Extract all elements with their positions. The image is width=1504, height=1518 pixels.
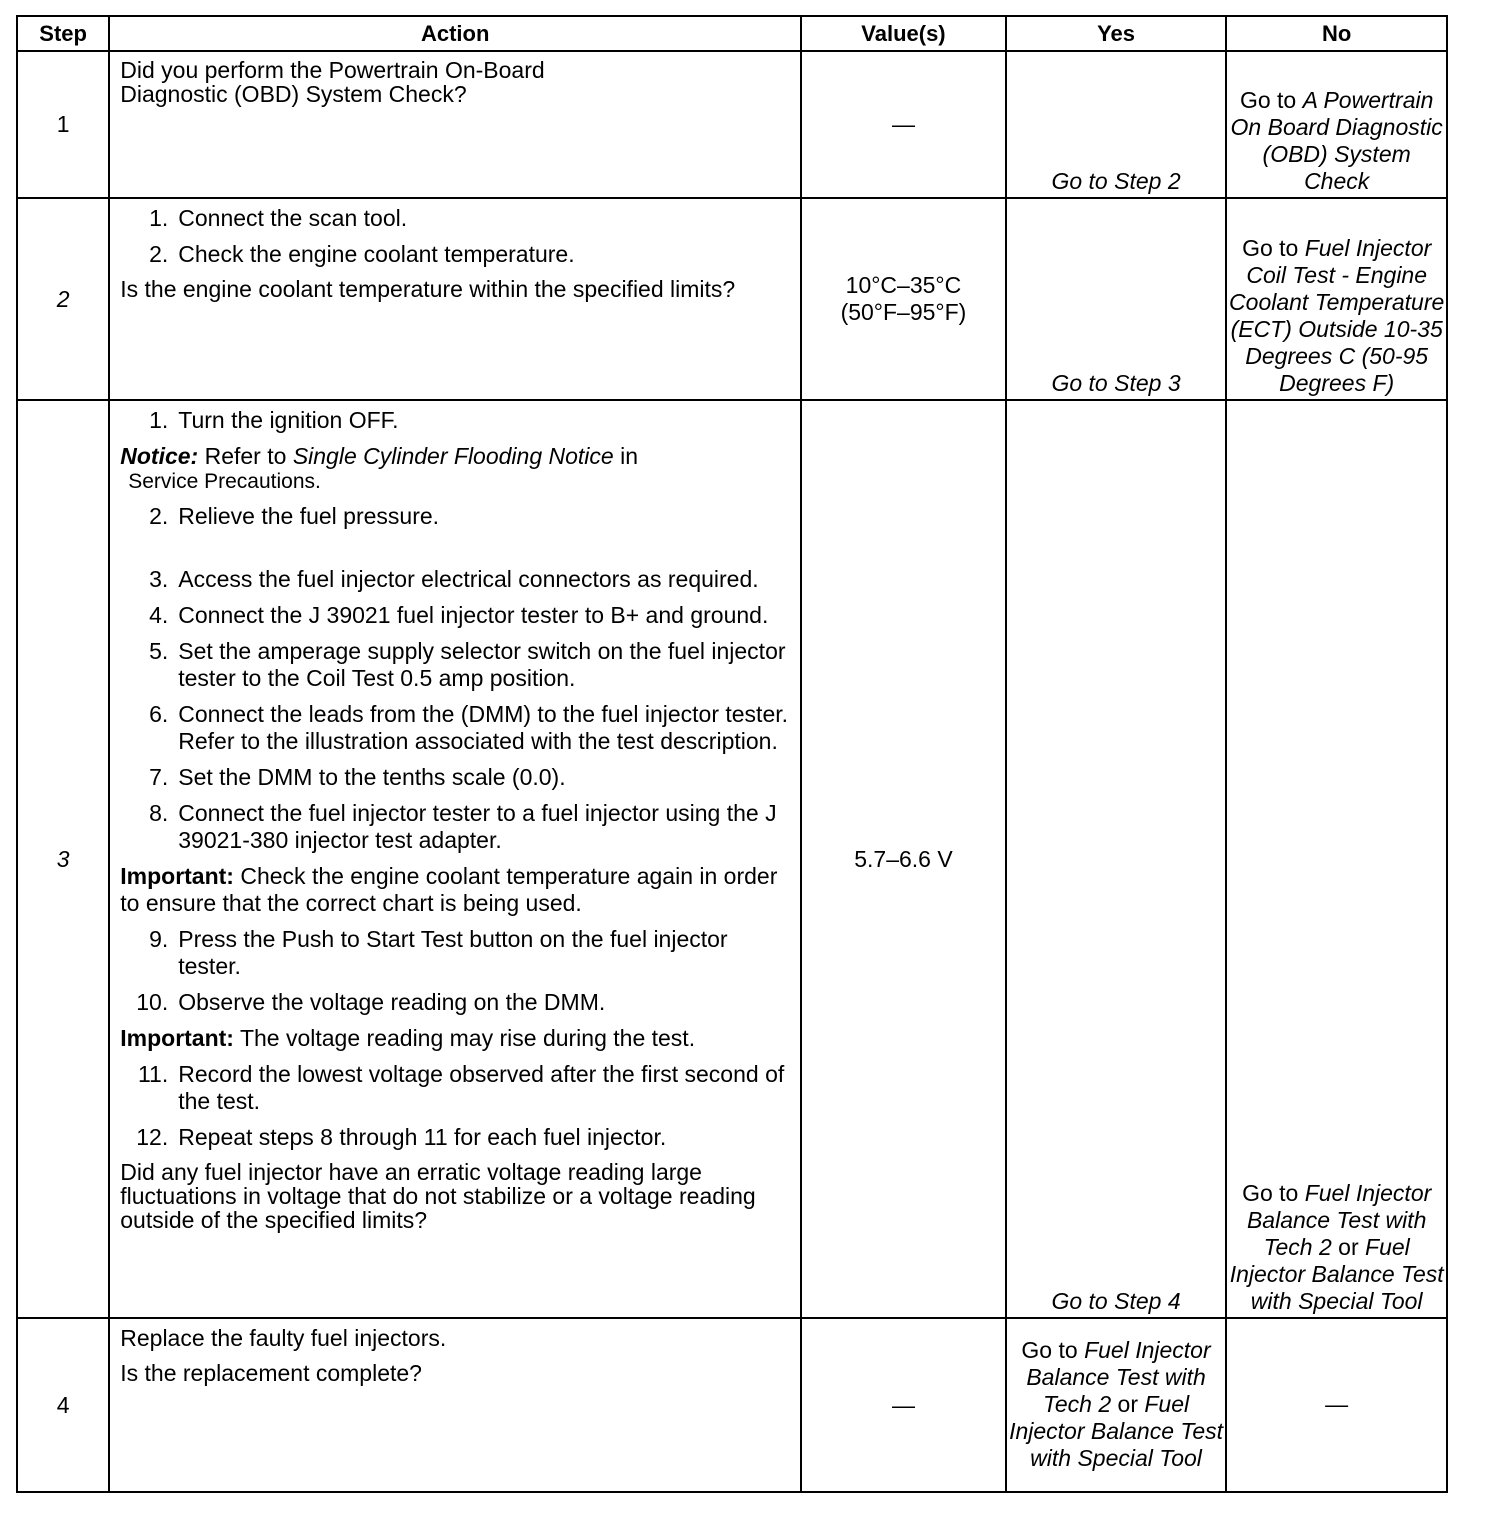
yes-link[interactable]: Fuel Injector Balance Test with Special Tool [1009,1390,1224,1471]
no-prefix: Go to [1242,235,1299,261]
header-action: Action [109,16,801,51]
no-link[interactable]: Fuel Injector Balance Test with Tech 2 [1246,1180,1432,1260]
table-row [17,1318,1447,1492]
list-item: 6. Connect the leads from the (DMM) to the fuel injector tester. Refer to the illustration associated with the test description. [149,701,789,754]
important-note: Important: The voltage reading may rise during the test. [120,1025,696,1051]
table-row [17,51,1447,198]
yes-prefix: Go to [1021,1336,1078,1363]
notice-subtext: Service Precautions. [128,470,321,493]
no-cell [1226,51,1447,198]
question-text: Did you perform the Powertrain On-Board Diagnostic (OBD) System Check? [120,57,545,107]
instruction-text: Replace the faulty fuel injectors. [120,1325,447,1351]
step-number: 3 [17,400,109,1318]
yes-or: or [1117,1390,1138,1417]
header-yes: Yes [1006,16,1227,51]
header-row [17,16,1447,51]
no-prefix: Go to [1242,1180,1299,1206]
header-no: No [1226,16,1447,51]
action-cell [109,400,801,1318]
step-number: 2 [17,198,109,400]
list-item: 1. Connect the scan tool. [149,205,408,231]
list-item: 3. Access the fuel injector electrical connectors as required. [149,566,759,592]
action-cell [109,198,801,400]
yes-link[interactable]: Go to Step 4 [1006,400,1227,1318]
no-or: or [1338,1234,1359,1260]
value-cell: — [801,1318,1006,1492]
list-item: 11. Record the lowest voltage observed after the first second of the test. [137,1061,785,1114]
list-item: 8. Connect the fuel injector tester to a fuel injector using the J 39021-380 injector test adapter. [149,800,777,853]
list-item: 5. Set the amperage supply selector switch on the fuel injector tester to the Coil Test 0.5 amp position. [149,638,786,691]
step-list [120,503,792,854]
header-values: Value(s) [801,16,1006,51]
question-text: Did any fuel injector have an erratic voltage reading large fluctuations in voltage that do not stabilize or a voltage reading outside of the specified limits? [120,1159,756,1233]
diagnostic-table [16,15,1448,1493]
table-row [17,400,1447,1318]
value-celsius: 10°C–35°C [845,272,962,298]
no-cell [1226,198,1447,400]
list-item: 9. Press the Push to Start Test button on the fuel injector tester. [149,926,728,979]
question-text: Is the engine coolant temperature within the specified limits? [120,276,736,302]
step-list [120,205,792,268]
header-step: Step [17,16,109,51]
question-text: Is the replacement complete? [120,1360,422,1386]
table-row [17,198,1447,400]
action-cell [109,1318,801,1492]
value-fahrenheit: (50°F–95°F) [840,299,967,325]
list-item: 2. Relieve the fuel pressure. [149,503,440,529]
value-cell: — [801,51,1006,198]
list-item: 12. Repeat steps 8 through 11 for each fuel injector. [136,1124,667,1150]
list-item: 4. Connect the J 39021 fuel injector tester to B+ and ground. [149,602,769,628]
no-link[interactable]: Fuel Injector Coil Test - Engine Coolant Temperature (ECT) Outside 10-35 Degrees C (50-95 Degrees F) [1229,235,1445,396]
important-label: Important: [120,863,234,889]
no-prefix: Go to [1239,87,1297,113]
list-item: 7. Set the DMM to the tenths scale (0.0). [149,764,566,790]
notice-block: Notice: Refer to Single Cylinder Flooding Notice in Service Precautions. [120,443,792,494]
step-list [120,926,792,1016]
no-cell [1226,400,1447,1318]
notice-link[interactable]: Single Cylinder Flooding Notice [292,443,614,469]
yes-cell [1006,1318,1227,1492]
list-item: 2. Check the engine coolant temperature. [149,241,575,267]
important-label: Important: [120,1025,234,1051]
list-item: 1. Turn the ignition OFF. [149,407,399,433]
no-link[interactable]: A Powertrain On Board Diagnostic (OBD) System Check [1230,87,1443,194]
value-cell [801,198,1006,400]
action-cell [109,51,801,198]
step-number: 4 [17,1318,109,1492]
no-link[interactable]: Fuel Injector Balance Test with Special Tool [1229,1234,1444,1314]
step-list [120,1061,792,1151]
value-cell: 5.7–6.6 V [801,400,1006,1318]
list-item: 10. Observe the voltage reading on the DMM. [136,989,606,1015]
list-spacer [120,539,792,557]
important-note: Important: Check the engine coolant temperature again in order to ensure that the correct chart is being used. [120,863,778,916]
yes-link[interactable]: Fuel Injector Balance Test with Tech 2 [1026,1336,1211,1417]
notice-label: Notice: [120,443,199,469]
step-number: 1 [17,51,109,198]
no-cell: — [1226,1318,1447,1492]
yes-link[interactable]: Go to Step 3 [1006,198,1227,400]
yes-link[interactable]: Go to Step 2 [1006,51,1227,198]
step-list [120,407,792,434]
